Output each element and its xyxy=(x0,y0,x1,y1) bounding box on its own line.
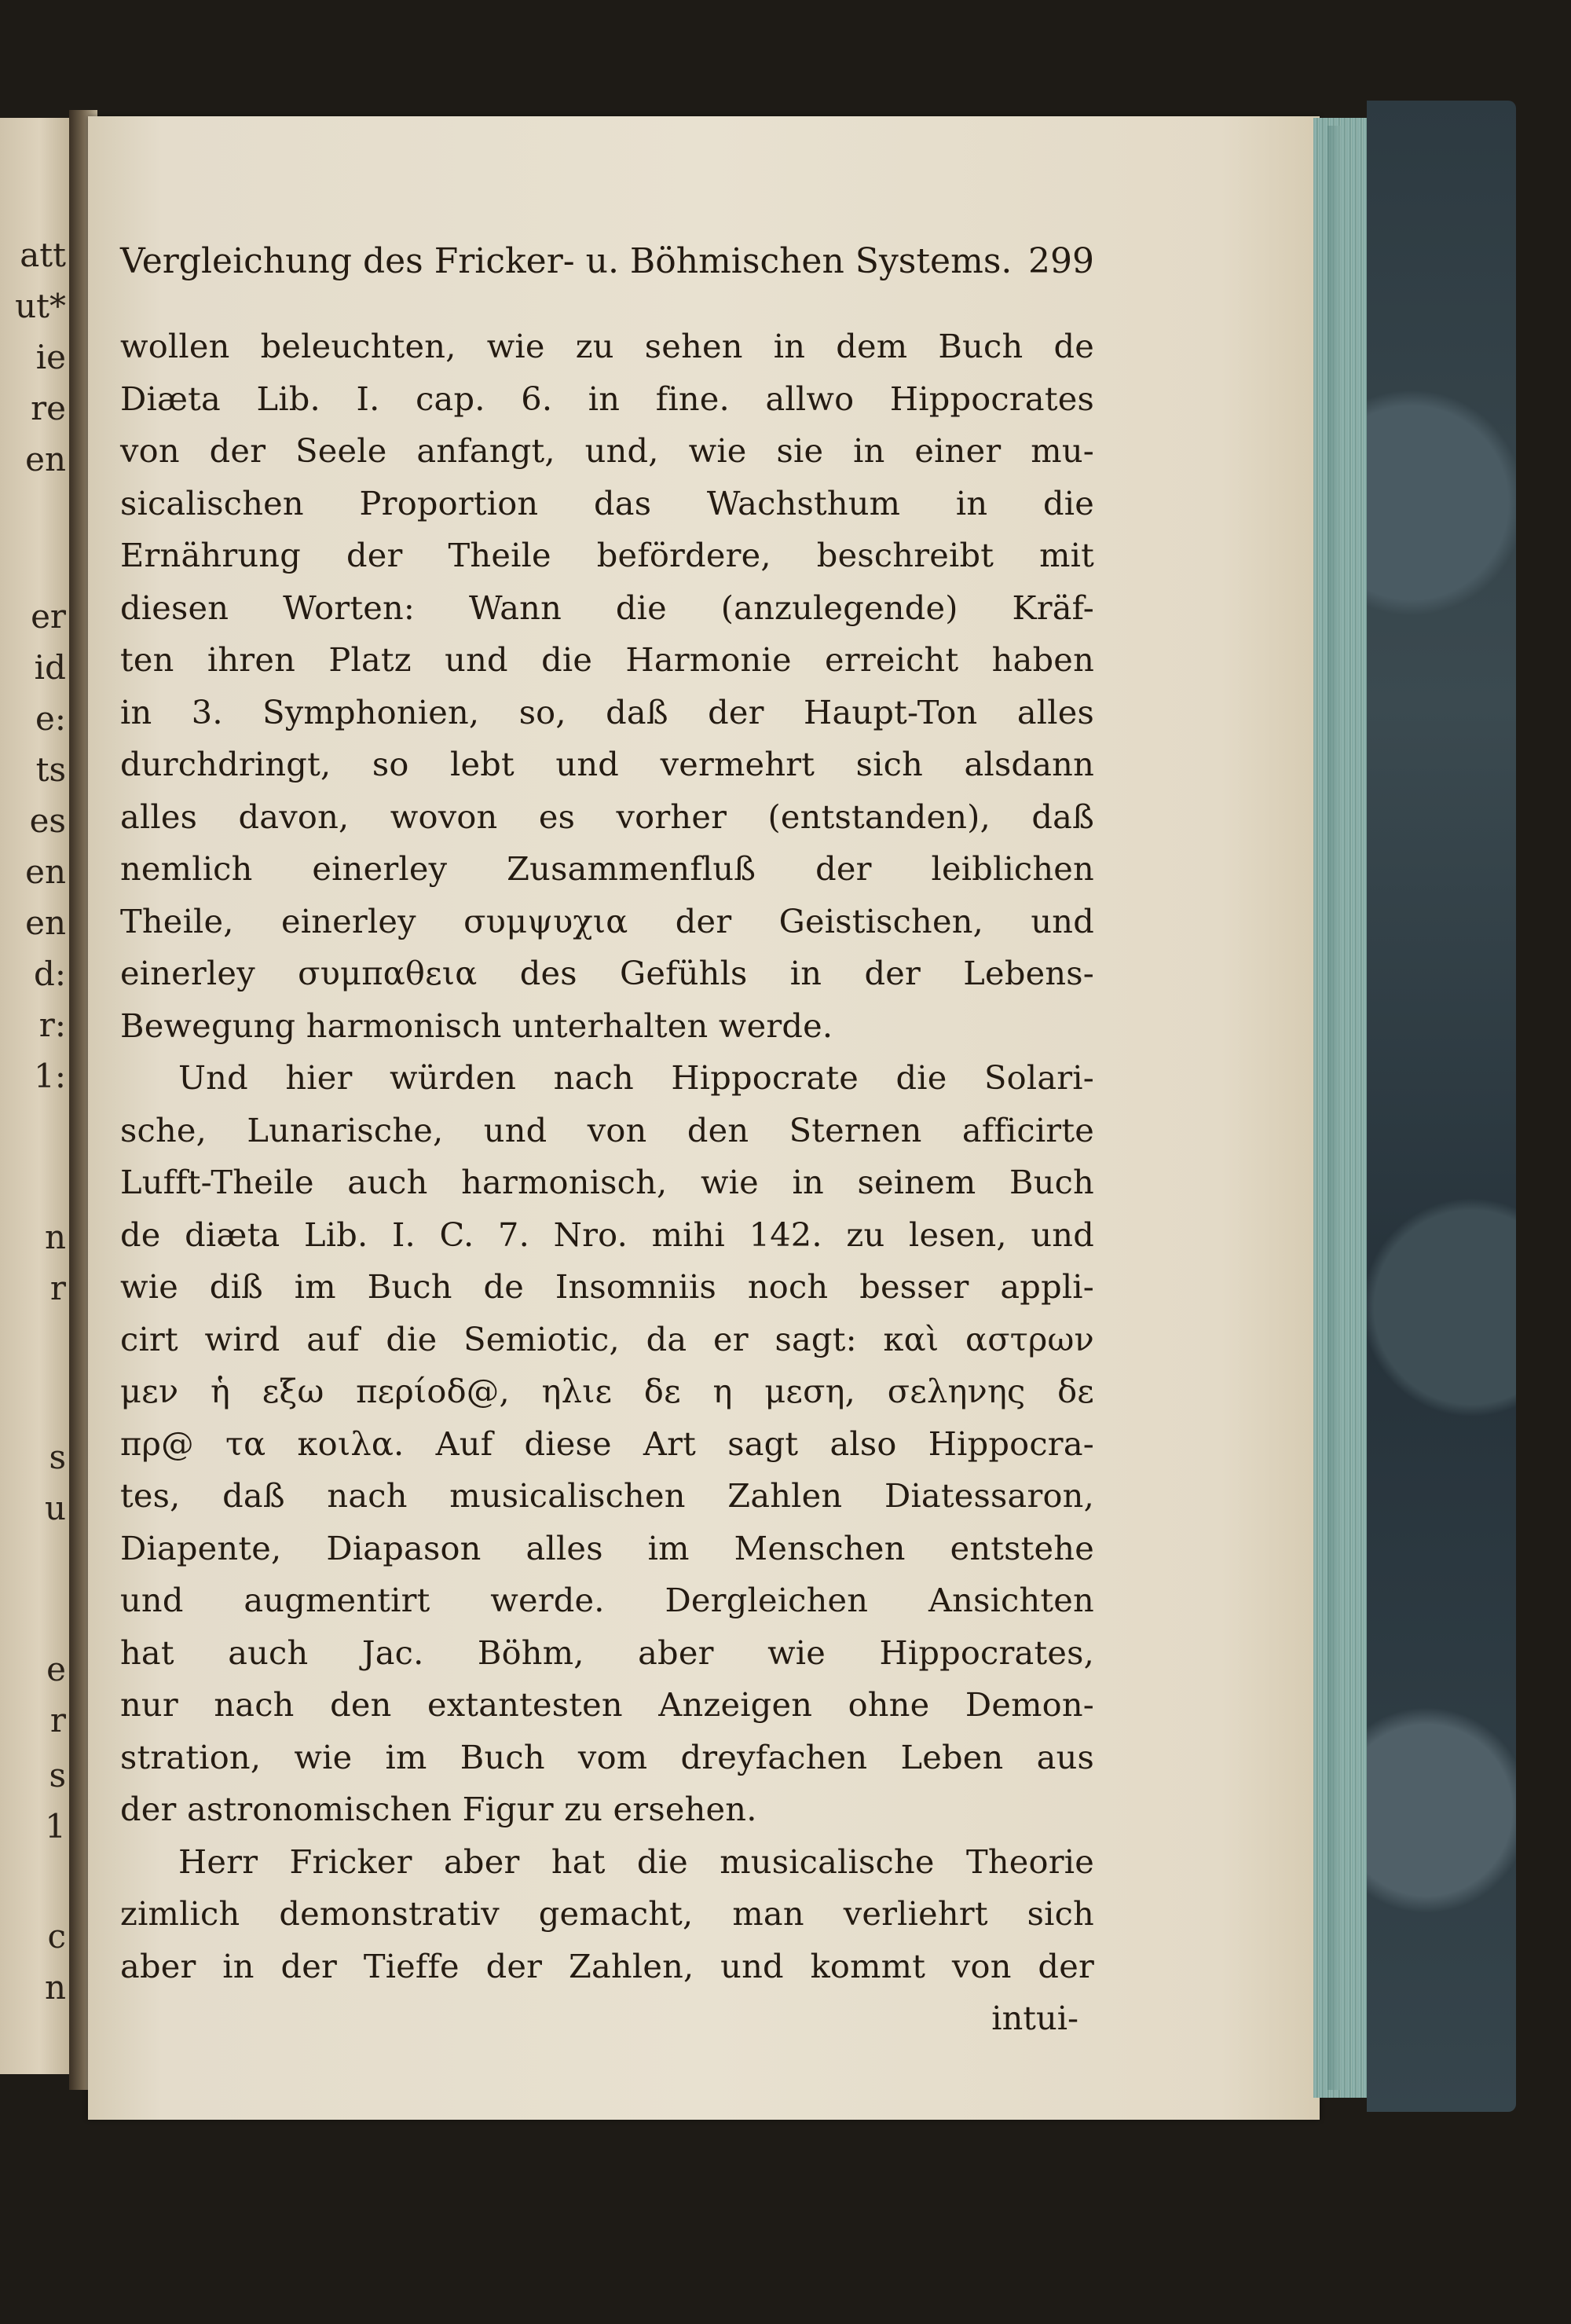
left-page-fragment: att xyxy=(20,236,66,274)
text-line: diesen Worten: Wann die (anzulegende) Kräf- xyxy=(120,588,1094,627)
text-line: von der Seele anfangt, und, wie sie in einer mu- xyxy=(120,431,1094,470)
left-page-fragment: u xyxy=(44,1489,66,1527)
left-page-fragment: r xyxy=(49,1701,66,1739)
text-line: cirt wird auf die Semiotic, da er sagt: καὶ αστρων xyxy=(120,1319,1094,1358)
text-line: in 3. Symphonien, so, daß der Haupt-Ton alles xyxy=(120,692,1094,731)
text-line: tes, daß nach musicalischen Zahlen Diatessaron, xyxy=(120,1476,1094,1515)
text-line: der astronomischen Figur zu ersehen. xyxy=(120,1790,757,1828)
text-line: durchdringt, so lebt und vermehrt sich alsdann xyxy=(120,745,1094,783)
page-edges-shade xyxy=(1327,126,1342,2090)
text-line: und augmentirt werde. Dergleichen Ansichten xyxy=(120,1581,1094,1619)
text-line: zimlich demonstrativ gemacht, man verliehrt sich xyxy=(120,1894,1094,1933)
left-page-fragment: es xyxy=(29,801,66,840)
left-page-fragment: r xyxy=(49,1269,66,1307)
left-page-fragment: 1 xyxy=(45,1807,66,1846)
left-page-fragment: n xyxy=(44,1218,66,1256)
left-page-fragment: ie xyxy=(35,338,66,376)
text-block xyxy=(120,234,1094,2045)
text-line: nur nach den extantesten Anzeigen ohne Demon- xyxy=(120,1685,1094,1724)
left-page-fragment: d: xyxy=(33,955,66,993)
text-line: ten ihren Platz und die Harmonie erreicht haben xyxy=(120,640,1094,679)
catchword: intui- xyxy=(991,1999,1078,2037)
body-text xyxy=(120,321,1094,2045)
left-page-fragment: en xyxy=(25,440,66,478)
text-line: Theile, einerley συμψυχια der Geistischen, und xyxy=(120,901,1094,940)
text-line: einerley συμπαθεια des Gefühls in der Lebens- xyxy=(120,954,1094,992)
text-line: Bewegung harmonisch unterhalten werde. xyxy=(120,1006,833,1045)
text-line: wie diß im Buch de Insomniis noch besser appli- xyxy=(120,1267,1094,1306)
page-number: 299 xyxy=(1028,241,1094,281)
left-page-fragment: s xyxy=(49,1438,66,1476)
marbled-cover xyxy=(1367,101,1516,2112)
text-line: πρ@ τα κοιλα. Auf diese Art sagt also Hippocra- xyxy=(120,1424,1094,1463)
text-line: stration, wie im Buch vom dreyfachen Leben aus xyxy=(120,1737,1094,1776)
page-edges xyxy=(1313,118,1370,2098)
left-page-fragment: n xyxy=(44,1968,66,2007)
left-page-fragment: c xyxy=(47,1917,66,1956)
left-page-fragment: e xyxy=(46,1650,66,1688)
text-line: alles davon, wovon es vorher (entstanden), daß xyxy=(120,797,1094,836)
text-line: aber in der Tieffe der Zahlen, und kommt von der xyxy=(120,1946,1094,1985)
text-line: Lufft-Theile auch harmonisch, wie in seinem Buch xyxy=(120,1163,1094,1201)
text-line: μεν ἡ εξω περίοδ@, ηλιε δε η μεση, σεληνης δε xyxy=(120,1372,1094,1410)
text-line: Herr Fricker aber hat die musicalische Theorie xyxy=(178,1842,1094,1881)
running-title: Vergleichung des Fricker- u. Böhmischen Systems. xyxy=(120,241,1013,281)
text-line: Diæta Lib. I. cap. 6. in fine. allwo Hippocrates xyxy=(120,379,1094,418)
left-page-fragment: re xyxy=(31,389,66,427)
left-page-fragment: ut* xyxy=(15,287,66,325)
left-page-fragment: en xyxy=(25,852,66,891)
left-page-edge xyxy=(0,118,72,2074)
text-line: sicalischen Proportion das Wachsthum in die xyxy=(120,483,1094,522)
left-page-fragment: s xyxy=(49,1756,66,1794)
text-line: Und hier würden nach Hippocrate die Solari- xyxy=(178,1058,1094,1097)
left-page-fragment: ts xyxy=(35,750,66,789)
text-line: nemlich einerley Zusammenfluß der leiblichen xyxy=(120,849,1094,888)
left-page-fragment: er xyxy=(31,597,66,636)
left-page-fragment: e: xyxy=(35,699,66,738)
text-line: sche, Lunarische, und von den Sternen afficirte xyxy=(120,1110,1094,1149)
left-page-fragment: r: xyxy=(38,1006,66,1044)
left-page-fragment: 1: xyxy=(34,1057,66,1095)
left-page-fragment: id xyxy=(34,648,66,687)
text-line: Ernährung der Theile befördere, beschreibt mit xyxy=(120,536,1094,574)
running-header xyxy=(120,234,1094,289)
text-line: wollen beleuchten, wie zu sehen in dem Buch de xyxy=(120,327,1094,365)
text-line: de diæta Lib. I. C. 7. Nro. mihi 142. zu lesen, und xyxy=(120,1215,1094,1254)
left-page-fragment: en xyxy=(25,904,66,942)
text-line: hat auch Jac. Böhm, aber wie Hippocrates, xyxy=(120,1633,1094,1672)
text-line: Diapente, Diapason alles im Menschen entstehe xyxy=(120,1528,1094,1567)
header-space xyxy=(120,289,1094,321)
